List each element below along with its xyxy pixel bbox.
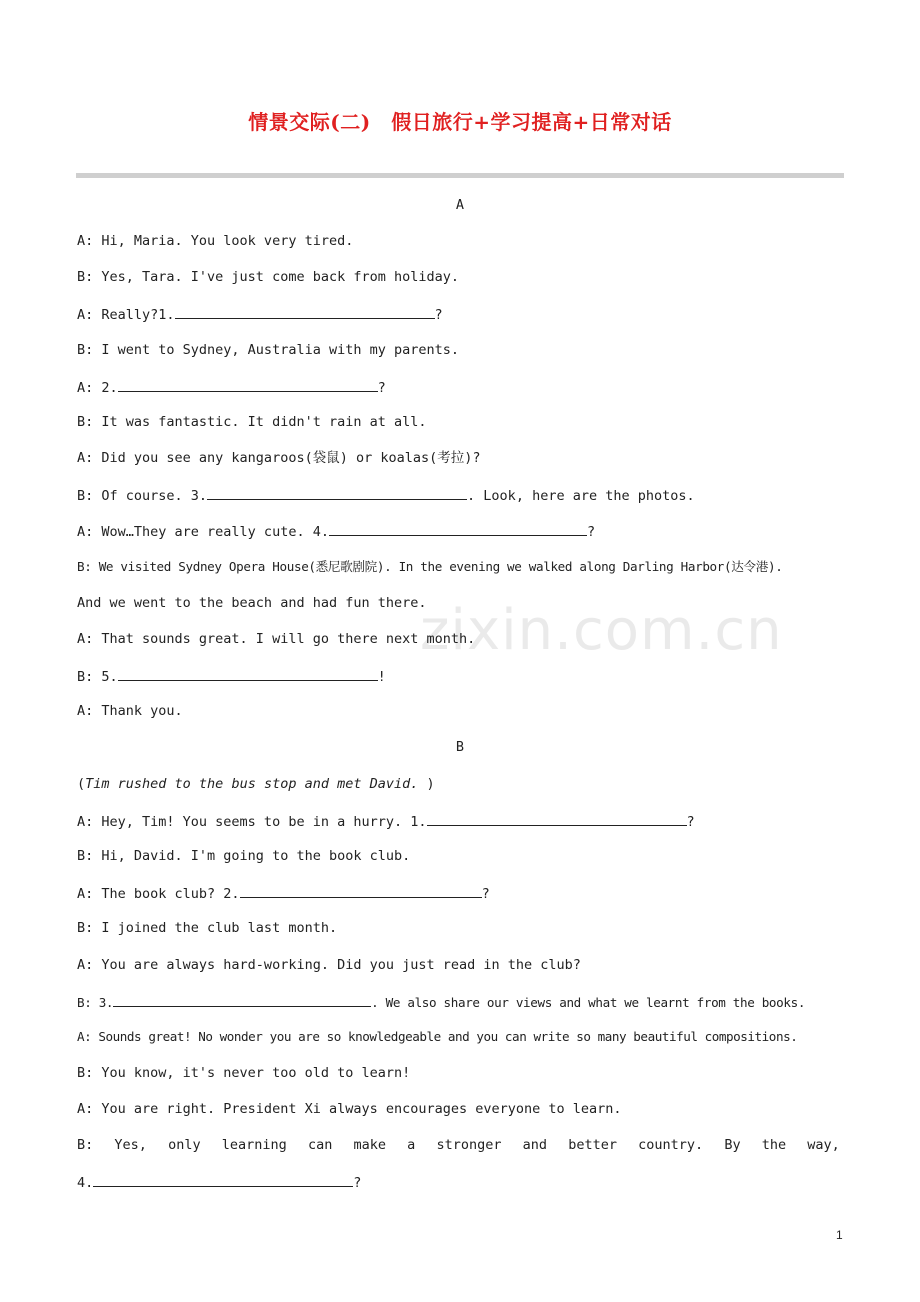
dialogue-text: ? [686,814,695,830]
dialogue-line: A: Thank you. [77,703,183,719]
dialogue-text: B: 3. [77,995,114,1010]
dialogue-text: B: 5. [77,669,118,685]
answer-blank-b3[interactable] [113,991,371,1007]
scene-paren-close: ) [418,776,435,792]
section-heading-a: A [455,197,465,213]
dialogue-text: . Look, here are the photos. [467,488,695,504]
word: better [568,1137,617,1153]
dialogue-line: A: Did you see any kangaroos(袋鼠) or koalas(考拉)? [77,450,481,466]
scene-paren-open: ( [77,776,86,792]
answer-blank-2[interactable] [118,376,378,392]
word: a [407,1137,416,1153]
dialogue-line: A: You are right. President Xi always encourages everyone to learn. [77,1101,622,1117]
dialogue-line [77,376,386,398]
dialogue-line-justified [77,1135,840,1155]
dialogue-line: B: Hi, David. I'm going to the book club. [77,848,411,864]
word: can [307,1137,333,1153]
dialogue-line [77,484,695,506]
dialogue-line: A: Sounds great! No wonder you are so knowledgeable and you can write so many beautiful compositions. [77,1029,798,1044]
dialogue-text: ? [586,524,596,540]
scene-description: Tim rushed to the bus stop and met David. [85,776,419,792]
dialogue-line: A: That sounds great. I will go there next month. [77,631,476,647]
dialogue-text: B: Of course. 3. [77,488,208,504]
answer-blank-3[interactable] [207,484,467,500]
word: learning [221,1137,287,1153]
title-divider [76,173,844,178]
word: stronger [436,1137,502,1153]
watermark: zixin.com.cn [420,598,783,663]
dialogue-text: ? [377,380,386,396]
word: B: [77,1137,94,1153]
dialogue-line [77,303,443,325]
dialogue-line [77,1171,361,1193]
word: By [724,1137,741,1153]
dialogue-text: ? [434,307,443,323]
dialogue-text: A: Wow…They are really cute. 4. [77,524,329,540]
dialogue-text: . We also share our views and what we learnt from the books. [371,995,806,1010]
answer-blank-b1[interactable] [427,810,687,826]
dialogue-text: ? [353,1175,362,1191]
dialogue-line [77,882,490,904]
dialogue-line: B: It was fantastic. It didn't rain at all. [77,414,427,430]
answer-blank-4[interactable] [329,520,587,536]
dialogue-line: B: Yes, Tara. I've just come back from holiday. [77,269,460,285]
word: Yes, [114,1137,147,1153]
answer-blank-5[interactable] [118,665,378,681]
dialogue-line [77,665,386,687]
answer-blank-1[interactable] [175,303,435,319]
dialogue-line: B: I joined the club last month. [77,920,338,936]
section-heading-b: B [455,739,465,755]
dialogue-text: A: Really?1. [77,307,175,323]
dialogue-line: And we went to the beach and had fun there. [77,595,427,611]
dialogue-text: ! [377,669,386,685]
answer-blank-b4[interactable] [93,1171,353,1187]
dialogue-line: A: You are always hard-working. Did you just read in the club? [77,957,581,973]
dialogue-line [77,520,595,542]
dialogue-line: A: Hi, Maria. You look very tired. [77,233,354,249]
word: only [168,1137,201,1153]
dialogue-text: 4. [77,1175,94,1191]
dialogue-line [77,810,695,832]
dialogue-line: B: I went to Sydney, Australia with my parents. [77,342,460,358]
dialogue-text: A: The book club? 2. [77,886,240,902]
answer-blank-b2[interactable] [240,882,482,898]
page-title: 情景交际(二) 假日旅行+学习提高+日常对话 [248,110,672,134]
dialogue-text: A: Hey, Tim! You seems to be in a hurry. 1. [77,814,427,830]
page-number: 1 [836,1228,843,1242]
dialogue-text: A: 2. [77,380,118,396]
word: make [353,1137,387,1153]
word: and [522,1137,548,1153]
dialogue-line: B: We visited Sydney Opera House(悉尼歌剧院). In the evening we walked along Darling Harbor(达令港). [77,559,783,574]
dialogue-line: B: You know, it's never too old to learn! [77,1065,411,1081]
dialogue-line [77,991,805,1013]
word: country. [638,1137,704,1153]
word: way, [807,1137,840,1153]
word: the [761,1137,787,1153]
dialogue-text: ? [481,886,490,902]
scene-note [77,774,435,794]
